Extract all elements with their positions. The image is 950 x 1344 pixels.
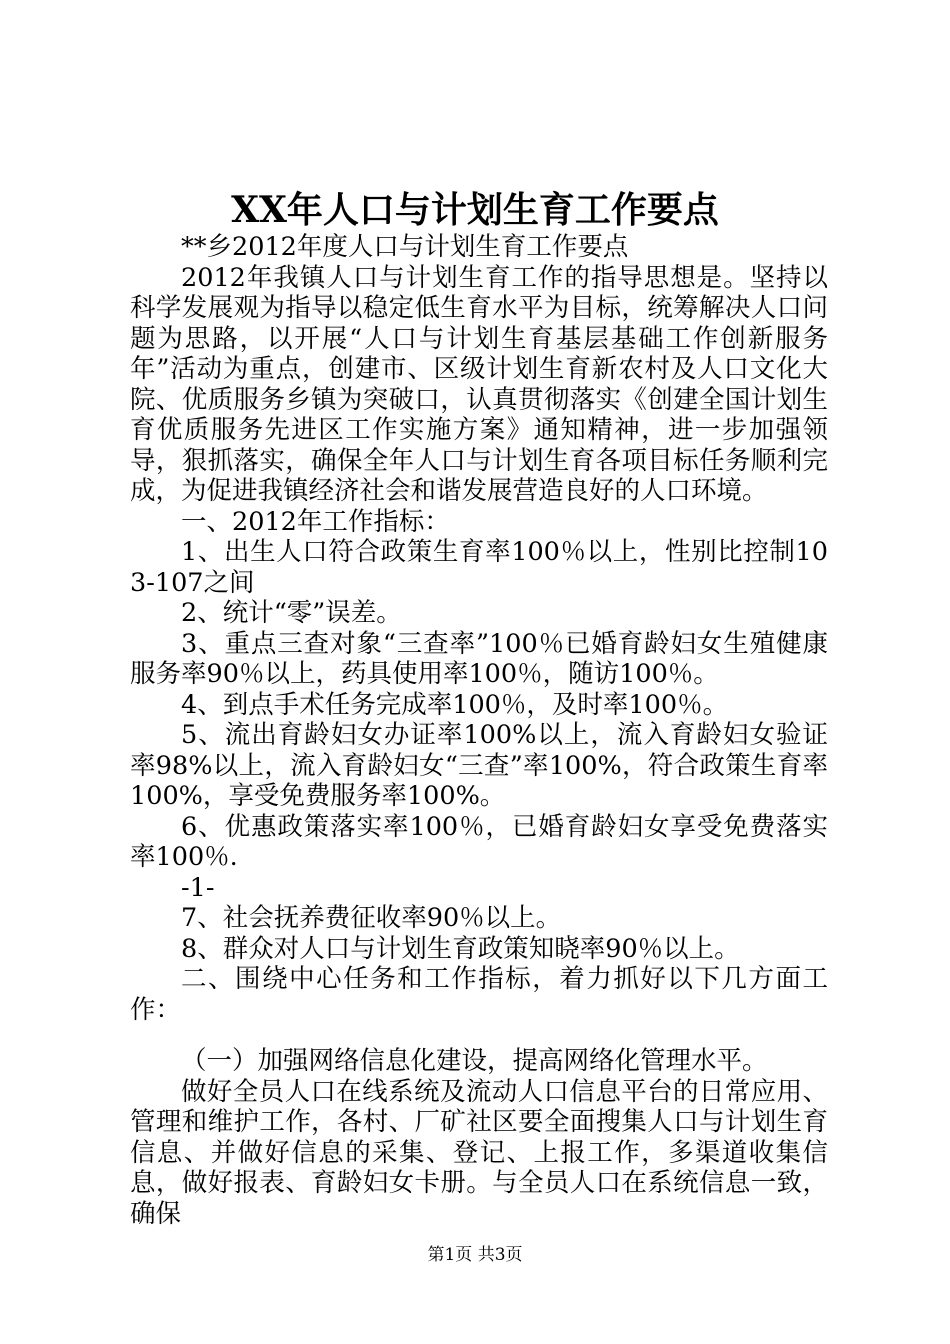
paragraph-page-marker: -1-: [181, 872, 215, 903]
document-body: [130, 232, 828, 1229]
paragraph-subsection-1-body: 做好全员人口在线系统及流动人口信息平台的日常应用、管理和维护工作，各村、厂矿社区要全面搜集人口与计划生育信息、并做好信息的采集、登记、上报工作，多渠道收集信息，做好报表、育龄妇女卡册。与全员人口在系统信息一致，确保: [130, 1076, 828, 1229]
paragraph-section-1-heading: 一、2012年工作指标：: [181, 506, 450, 537]
paragraph-indicator-2: 2、统计“零”误差。: [181, 598, 402, 628]
document-title: XX年人口与计划生育工作要点: [231, 189, 719, 231]
page-footer: 第1页 共3页: [427, 1245, 523, 1265]
paragraph-section-2-heading: 二、围绕中心任务和工作指标，着力抓好以下几方面工作：: [130, 964, 828, 1025]
paragraph-indicator-5: 5、流出育龄妇女办证率100%以上，流入育龄妇女验证率98%以上，流入育龄妇女“三查”率100%，符合政策生育率100%，享受免费服务率100%。: [130, 720, 828, 811]
paragraph-indicator-7: 7、社会抚养费征收率90％以上。: [181, 903, 562, 933]
paragraph-indicator-3: 3、重点三查对象“三查率”100％已婚育龄妇女生殖健康服务率90％以上，药具使用率100％，随访100％。: [130, 628, 828, 689]
paragraph-indicator-1: 1、出生人口符合政策生育率100％以上，性别比控制103-107之间: [130, 537, 828, 598]
paragraph-guiding-thought: 2012年我镇人口与计划生育工作的指导思想是。坚持以科学发展观为指导以稳定低生育水平为目标，统筹解决人口问题为思路，以开展“人口与计划生育基层基础工作创新服务年”活动为重点，创建市、区级计划生育新农村及人口文化大院、优质服务乡镇为突破口，认真贯彻落实《创建全国计划生育优质服务先进区工作实施方案》通知精神，进一步加强领导，狠抓落实，确保全年人口与计划生育各项目标任务顺利完成，为促进我镇经济社会和谐发展营造良好的人口环境。: [130, 262, 828, 506]
paragraph-indicator-8: 8、群众对人口与计划生育政策知晓率90％以上。: [181, 933, 740, 964]
paragraph-subsection-1-heading: （一）加强网络信息化建设，提高网络化管理水平。: [181, 1046, 768, 1076]
paragraph-indicator-4: 4、到点手术任务完成率100％，及时率100％。: [181, 689, 729, 720]
paragraph-indicator-6: 6、优惠政策落实率100％，已婚育龄妇女享受免费落实率100％.: [130, 811, 828, 872]
paragraph-subtitle: **乡2012年度人口与计划生育工作要点: [181, 232, 629, 262]
